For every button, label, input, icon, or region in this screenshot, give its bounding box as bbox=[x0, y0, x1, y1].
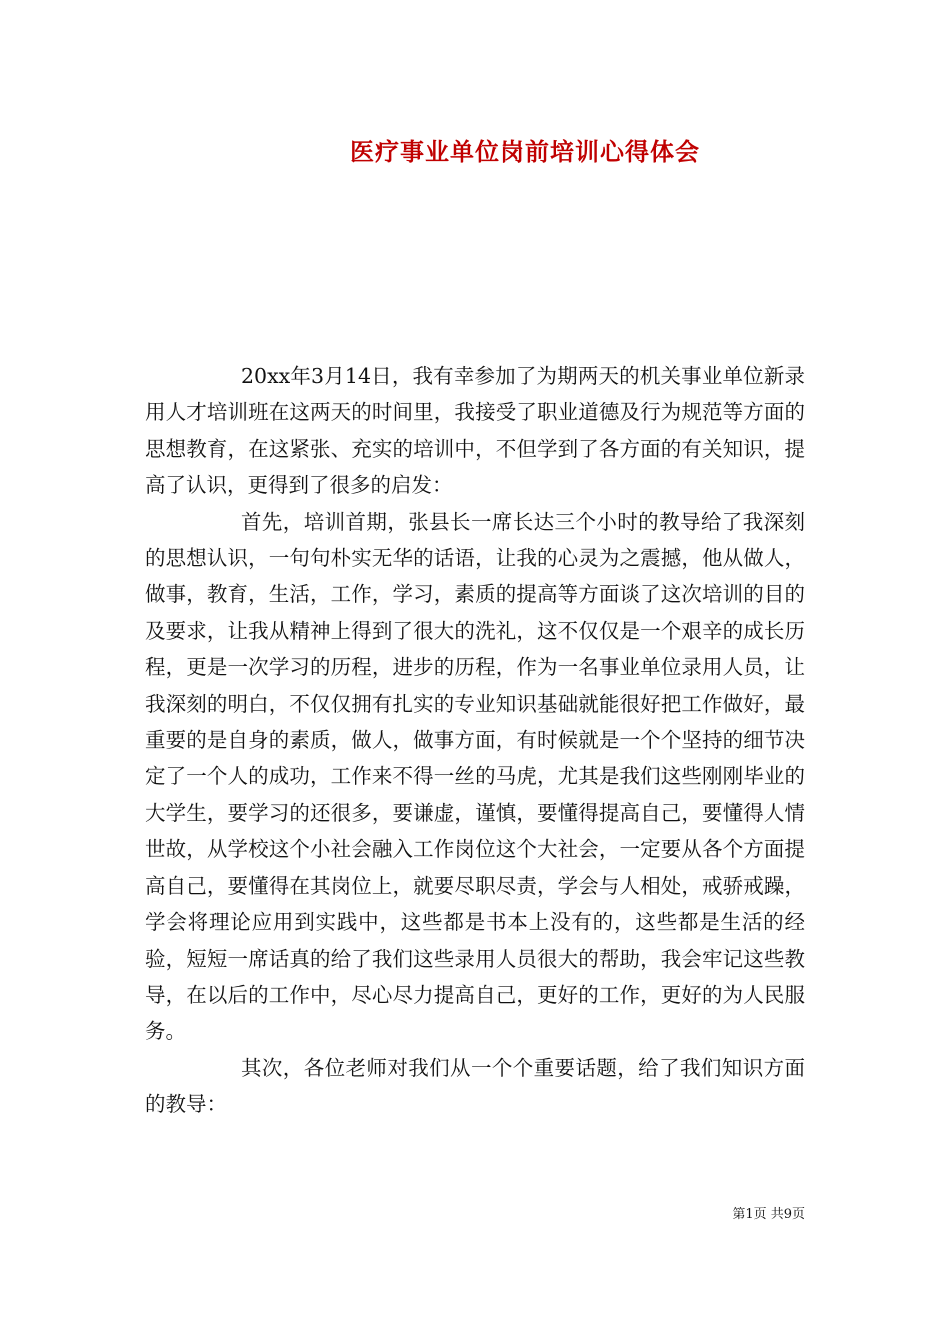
document-body bbox=[145, 358, 805, 1123]
page-number-footer: 第1页 共9页 bbox=[732, 1207, 805, 1222]
document-title: 医疗事业单位岗前培训心得体会 bbox=[350, 137, 700, 166]
paragraph-3: 其次，各位老师对我们从一个个重要话题，给了我们知识方面的教导： bbox=[145, 1055, 805, 1117]
paragraph-2: 首先，培训首期，张县长一席长达三个小时的教导给了我深刻的思想认识，一句句朴实无华的话语，让我的心灵为之震撼，他从做人，做事，教育，生活，工作，学习，素质的提高等方面谈了这次培训的目的及要求，让我从精神上得到了很大的洗礼，这不仅仅是一个艰辛的成长历程，更是一次学习的历程，进步的历程，作为一名事业单位录用人员，让我深刻的明白，不仅仅拥有扎实的专业知识基础就能很好把工作做好，最重要的是自身的素质，做人，做事方面，有时候就是一个个坚持的细节决定了一个人的成功，工作来不得一丝的马虎，尤其是我们这些刚刚毕业的大学生，要学习的还很多，要谦虚，谨慎，要懂得提高自己，要懂得人情世故，从学校这个小社会融入工作岗位这个大社会，一定要从各个方面提高自己，要懂得在其岗位上，就要尽职尽责，学会与人相处，戒骄戒躁，学会将理论应用到实践中，这些都是书本上没有的，这些都是生活的经验，短短一席话真的给了我们这些录用人员很大的帮助，我会牢记这些教导，在以后的工作中，尽心尽力提高自己，更好的工作，更好的为人民服务。 bbox=[145, 509, 805, 1044]
paragraph-1: 20xx年3月14日，我有幸参加了为期两天的机关事业单位新录用人才培训班在这两天的时间里，我接受了职业道德及行为规范等方面的思想教育，在这紧张、充实的培训中，不但学到了各方面的有关知识，提高了认识，更得到了很多的启发： bbox=[145, 364, 805, 498]
